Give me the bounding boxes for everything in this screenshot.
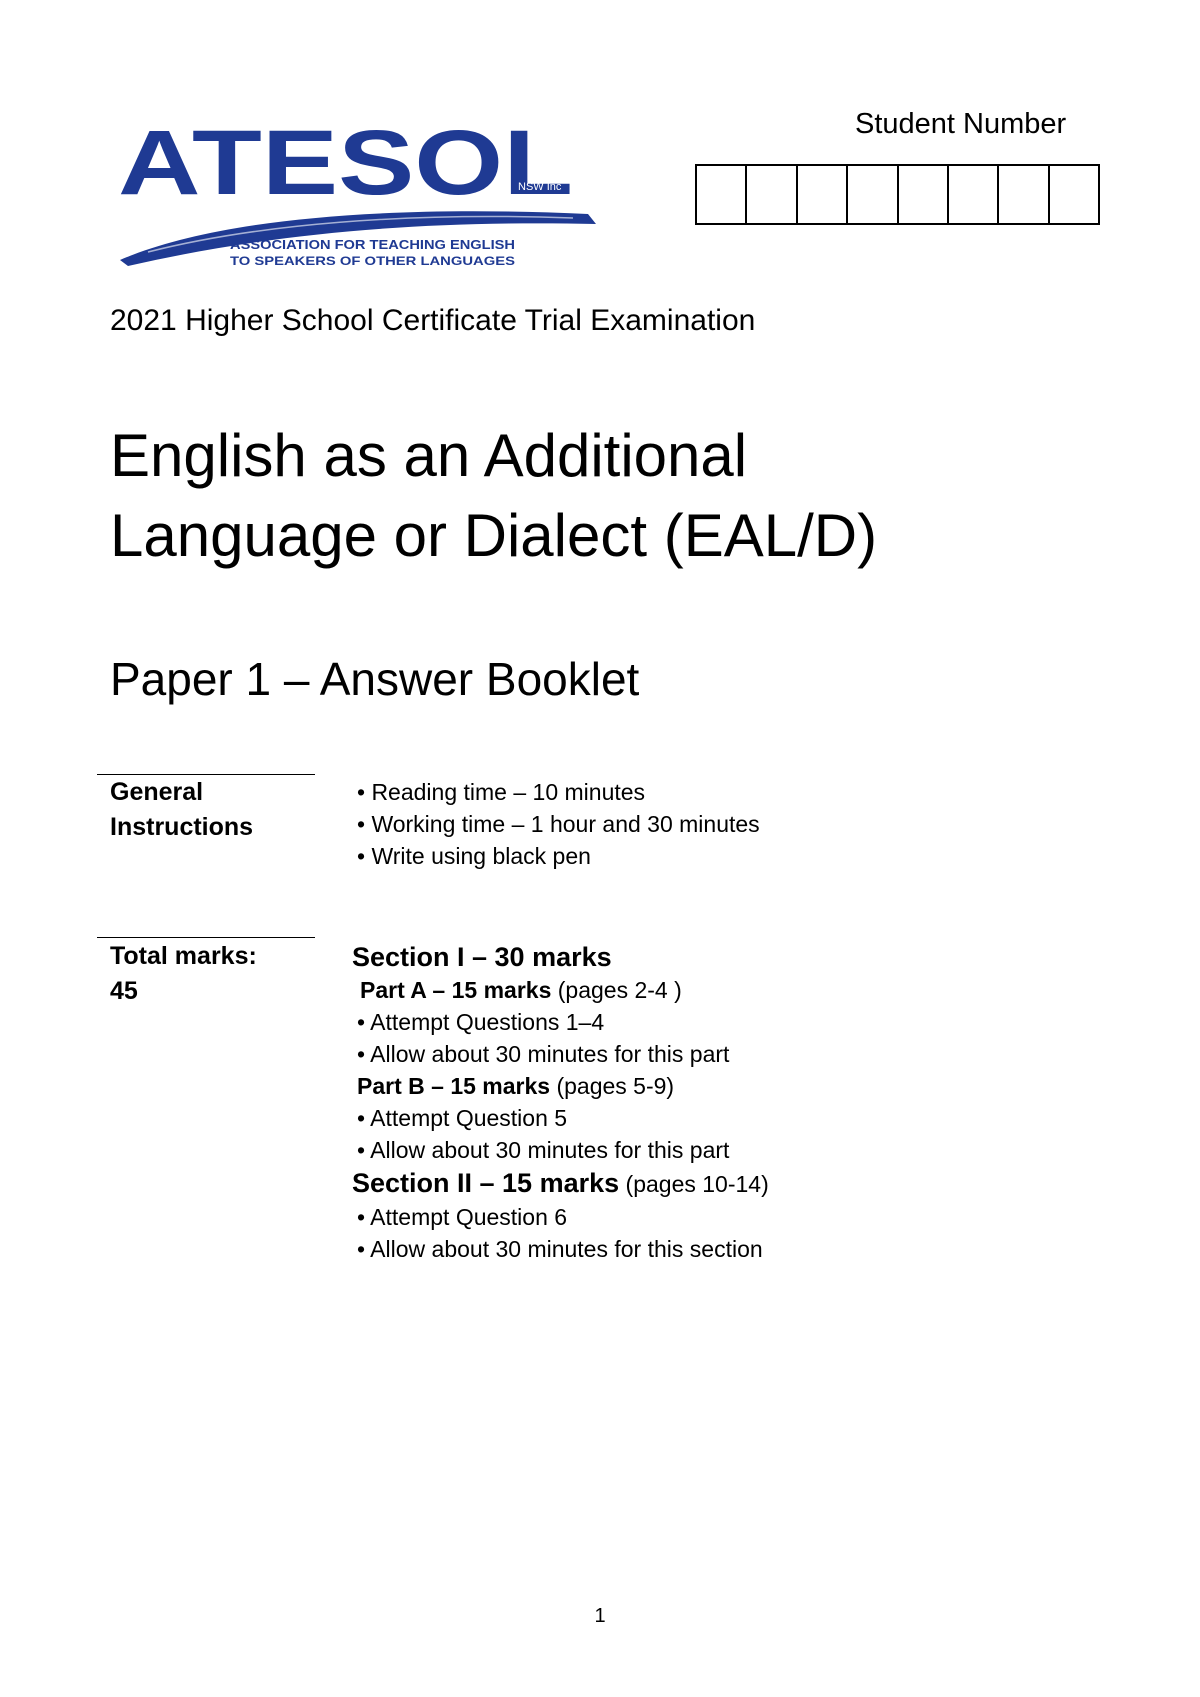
part-b-title: Part B – 15 marks — [357, 1073, 551, 1099]
atesol-logo-graphic — [118, 112, 603, 272]
student-number-box[interactable] — [697, 166, 747, 223]
instruction-item: • Write using black pen — [357, 843, 591, 869]
student-number-box[interactable] — [999, 166, 1049, 223]
logo-submark: NSW Inc — [518, 181, 562, 193]
student-number-box[interactable] — [899, 166, 949, 223]
part-b-item: • Attempt Question 5 — [357, 1105, 568, 1131]
total-marks-value: 45 — [110, 977, 138, 1005]
subject-title — [110, 416, 877, 576]
student-number-box[interactable] — [848, 166, 898, 223]
paper-title: Paper 1 – Answer Booklet — [110, 653, 640, 705]
sections-list — [352, 940, 769, 1265]
subject-title-line-2: Language or Dialect (EAL/D) — [110, 502, 878, 569]
part-a-heading — [352, 974, 769, 1006]
divider — [97, 937, 315, 938]
student-number-box[interactable] — [747, 166, 797, 223]
general-instructions-label — [110, 775, 253, 845]
student-number-box[interactable] — [949, 166, 999, 223]
section-2-pages: (pages 10-14) — [619, 1171, 769, 1197]
part-a-item: • Attempt Questions 1–4 — [357, 1009, 605, 1035]
general-label-line-1: General — [110, 778, 204, 806]
section-2-item: • Attempt Question 6 — [357, 1204, 568, 1230]
part-b-pages: (pages 5-9) — [550, 1073, 675, 1099]
student-number-label: Student Number — [855, 108, 1067, 140]
logo-wordmark: ATESOL — [118, 112, 573, 214]
instruction-item: • Working time – 1 hour and 30 minutes — [357, 811, 760, 837]
logo-tagline-1: ASSOCIATION FOR TEACHING ENGLISH — [230, 237, 515, 252]
section-2-heading — [352, 1166, 769, 1201]
part-b-heading — [352, 1070, 769, 1102]
section-1-heading: Section I – 30 marks — [352, 942, 612, 972]
subject-title-line-1: English as an Additional — [110, 422, 748, 489]
part-b-item: • Allow about 30 minutes for this part — [357, 1137, 730, 1163]
part-a-pages: (pages 2-4 ) — [551, 977, 682, 1003]
general-instructions-list — [357, 776, 760, 872]
part-a-item: • Allow about 30 minutes for this part — [357, 1041, 730, 1067]
exam-line: 2021 Higher School Certificate Trial Examination — [110, 304, 756, 337]
student-number-box[interactable] — [1050, 166, 1098, 223]
general-label-line-2: Instructions — [110, 813, 254, 841]
student-number-box[interactable] — [798, 166, 848, 223]
student-number-boxes[interactable] — [695, 164, 1100, 225]
total-marks-label — [110, 939, 257, 1009]
total-marks-text: Total marks: — [110, 942, 257, 970]
logo-tagline-2: TO SPEAKERS OF OTHER LANGUAGES — [230, 254, 515, 268]
atesol-logo — [118, 112, 603, 272]
page-number: 1 — [594, 1605, 606, 1627]
instruction-item: • Reading time – 10 minutes — [357, 779, 646, 805]
section-2-title: Section II – 15 marks — [352, 1168, 620, 1198]
section-2-item: • Allow about 30 minutes for this section — [357, 1236, 763, 1262]
part-a-title: Part A – 15 marks — [360, 977, 552, 1003]
